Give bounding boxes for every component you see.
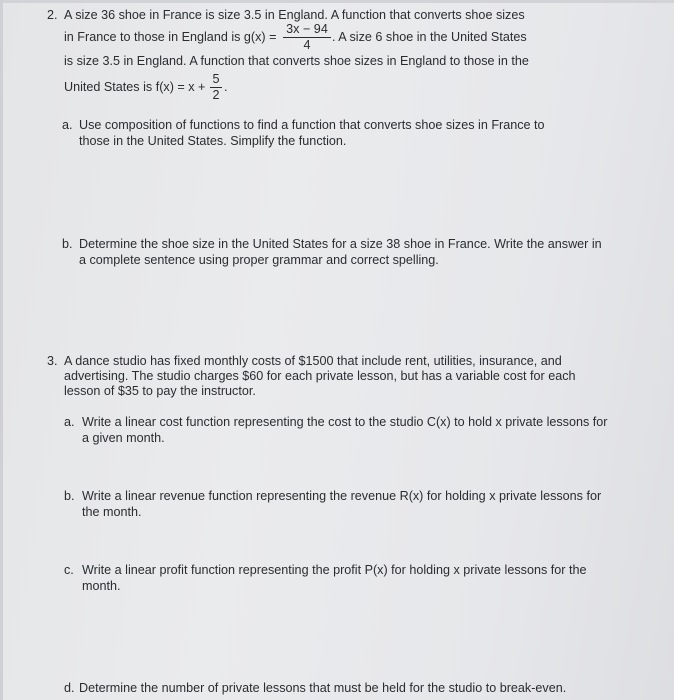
part-text-line: those in the United States. Simplify the function. bbox=[79, 134, 347, 148]
question-number: 2. bbox=[47, 8, 58, 22]
question-text-line: . A size 6 shoe in the United States bbox=[332, 30, 527, 44]
part-label: c. bbox=[64, 563, 74, 577]
part-label: b. bbox=[64, 489, 75, 503]
part-text-line: Determine the shoe size in the United States for a size 38 shoe in France. Write the answer in bbox=[79, 237, 602, 251]
part-text-line: Write a linear revenue function representing the revenue R(x) for holding x private lessons for bbox=[82, 489, 602, 503]
question-text-line: A size 36 shoe in France is size 3.5 in England. A function that converts shoe sizes bbox=[64, 8, 525, 22]
part-label: a. bbox=[62, 118, 73, 132]
question-text-line: United States is f(x) = x + bbox=[64, 80, 206, 94]
part-text-line: a complete sentence using proper grammar and correct spelling. bbox=[79, 253, 439, 267]
f-fraction-denominator: 2 bbox=[212, 88, 220, 102]
question-text-line: in France to those in England is g(x) = bbox=[64, 30, 277, 44]
f-fraction-numerator: 5 bbox=[212, 72, 220, 86]
question-text-line: A dance studio has fixed monthly costs of $1500 that include rent, utilities, insurance, and bbox=[64, 354, 562, 368]
part-text-line: Write a linear cost function representing the cost to the studio C(x) to hold x private lessons for bbox=[82, 415, 608, 429]
part-text-line: Determine the number of private lessons that must be held for the studio to break-even. bbox=[79, 681, 567, 695]
question-text-line: advertising. The studio charges $60 for each private lesson, but has a variable cost for each bbox=[64, 369, 576, 383]
part-label: b. bbox=[62, 237, 73, 251]
part-text-line: month. bbox=[82, 579, 121, 593]
part-text-line: Use composition of functions to find a function that converts shoe sizes in France to bbox=[79, 118, 545, 132]
question-number: 3. bbox=[47, 354, 58, 368]
question-text-line: lesson of $35 to pay the instructor. bbox=[64, 384, 256, 398]
part-text-line: Write a linear profit function representing the profit P(x) for holding x private lessons for the bbox=[82, 563, 587, 577]
part-label: d. bbox=[64, 681, 75, 695]
part-text-line: the month. bbox=[82, 505, 142, 519]
question-text-line: is size 3.5 in England. A function that converts shoe sizes in England to those in the bbox=[64, 54, 529, 68]
page-top-edge bbox=[0, 0, 674, 3]
part-label: a. bbox=[64, 415, 75, 429]
page-left-edge bbox=[0, 0, 3, 700]
g-fraction-numerator: 3x − 94 bbox=[286, 22, 328, 36]
part-text-line: a given month. bbox=[82, 431, 165, 445]
g-fraction-denominator: 4 bbox=[303, 38, 311, 52]
question-text-line: . bbox=[224, 80, 228, 94]
